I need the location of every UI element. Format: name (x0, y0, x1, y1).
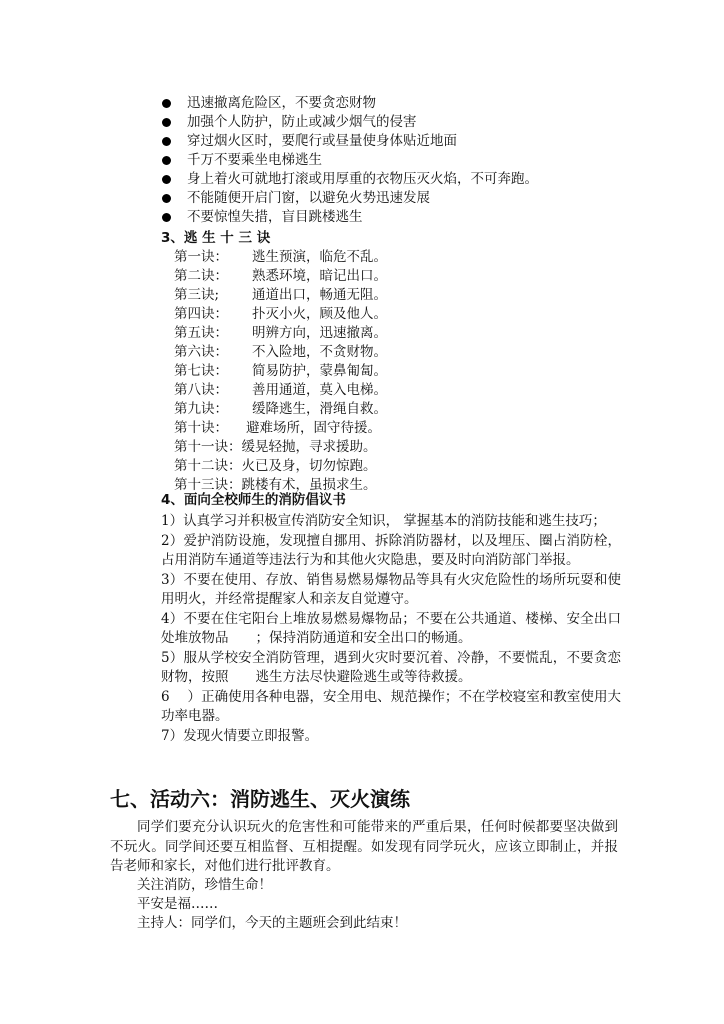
closing-line: 关注消防，珍惜生命！ (137, 877, 272, 893)
host-closing-line: 主持人：同学们，今天的主题班会到此结束！ (137, 915, 407, 931)
tip-row: 第十二诀：火已及身，切勿惊跑。 (174, 458, 377, 474)
proposal-item: 1）认真学习并积极宣传消防安全知识， 掌握基本的消防技能和逃生技巧； (161, 513, 606, 529)
bullet-icon (162, 99, 171, 108)
escape-tips-list (174, 248, 594, 495)
bullet-item: 穿过烟火区时，要爬行或昼量使身体贴近地面 (160, 132, 720, 151)
bullet-icon (162, 194, 171, 203)
proposal-item: 6 ）正确使用各种电器，安全用电、规范操作；不在学校寝室和教室使用大功率电器。 (161, 688, 621, 724)
tip-row: 第十诀： 避难场所，固守待援。 (174, 420, 381, 436)
bullet-item: 不要惊惶失措，盲目跳楼逃生 (160, 208, 720, 227)
tip-row: 第六诀： 不入险地，不贪财物。 (174, 344, 387, 360)
tip-row: 第十三诀：跳楼有术，虽损求生。 (174, 477, 377, 493)
tip-row: 第二诀： 熟悉环境，暗记出口。 (174, 268, 387, 284)
tip-row: 第四诀： 扑灭小火，顾及他人。 (174, 306, 387, 322)
proposal-item: 5）服从学校安全消防管理，遇到火灾时要沉着、冷静，不要慌乱，不要贪恋财物，按照 逃生方法尽快避险逃生或等待救援。 (161, 649, 621, 685)
bullet-icon (162, 213, 171, 222)
section-4-heading: 4、面向全校师生的消防倡议书 (161, 492, 346, 508)
bullet-item: 千万不要乘坐电梯逃生 (160, 151, 720, 170)
proposal-item: 7）发现火情要立即报警。 (161, 727, 319, 744)
tip-row: 第七诀： 简易防护，蒙鼻匍匐。 (174, 363, 387, 379)
proposal-item: 2）爱护消防设施，发现擅自挪用、拆除消防器材，以及埋压、圈占消防栓， 占用消防车通道等违法行为和其他火灾隐患，要及时向消防部门举报。 (161, 532, 621, 568)
safety-bullet-list (160, 94, 720, 227)
bullet-item: 加强个人防护，防止或减少烟气的侵害 (160, 113, 720, 132)
proposal-item: 4）不要在住宅阳台上堆放易燃易爆物品；不要在公共通道、楼梯、安全出口处堆放物品 ；保持消防通道和安全出口的畅通。 (161, 610, 621, 646)
bullet-item: 身上着火可就地打滚或用厚重的衣物压灭火焰，不可奔跑。 (160, 170, 720, 189)
bullet-item: 不能随便开启门窗，以避免火势迅速发展 (160, 189, 720, 208)
section-3-heading: 3、逃 生 十 三 诀 (161, 230, 271, 246)
body-paragraph: 同学们要充分认识玩火的危害性和可能带来的严重后果，任何时候都要坚决做到不玩火。同学间还要互相监督、互相提醒。如发现有同学玩火，应该立即制止，并报告老师和家长，对他们进行批评教育。 (110, 819, 618, 874)
tip-row: 第五诀： 明辨方向，迅速撤离。 (174, 325, 387, 341)
bullet-icon (162, 156, 171, 165)
proposal-list (161, 512, 621, 746)
closing-line: 平安是福…… (137, 896, 218, 912)
tip-row: 第九诀： 缓降逃生，滑绳自救。 (174, 401, 387, 417)
bullet-icon (162, 118, 171, 127)
bullet-item: 迅速撤离危险区，不要贪恋财物 (160, 94, 720, 113)
tip-row: 第十一诀：缓晃轻抛，寻求援助。 (174, 439, 377, 455)
bullet-icon (162, 175, 171, 184)
bullet-icon (162, 137, 171, 146)
tip-row: 第三诀; 通道出口，畅通无阻。 (174, 287, 387, 303)
section-7-heading: 七、活动六：消防逃生、灭火演练 (110, 787, 410, 811)
proposal-item: 3）不要在使用、存放、销售易燃易爆物品等具有火灾危险性的场所玩耍和使用明火，并经常提醒家人和亲友自觉遵守。 (161, 571, 621, 607)
tip-row: 第八诀： 善用通道，莫入电梯。 (174, 382, 387, 398)
tip-row: 第一诀： 逃生预演，临危不乱。 (174, 249, 387, 265)
